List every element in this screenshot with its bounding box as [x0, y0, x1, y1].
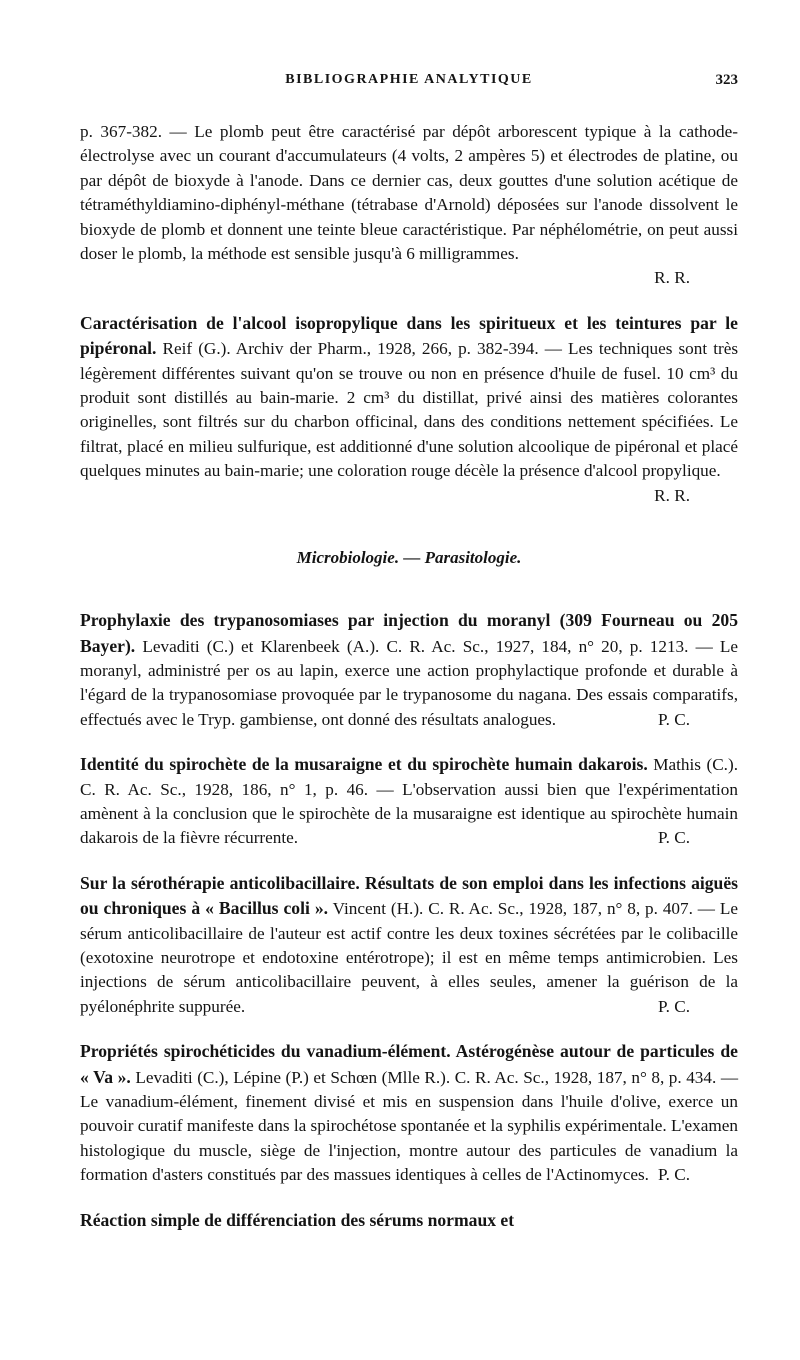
entry-text: — Le sérum anticolibacillaire de l'auteur est actif contre les deux toxines sécrétées par le colibacille (exotoxine neurotrope et endotoxine entérotrope); il est en même temps antimicrobien. Les injections de sérum anticolibacillaire peuvent, à elles seules, amener la guérison de la pyélonéphrite suppurée. — [80, 899, 738, 1016]
entry-signature: P. C. — [657, 709, 690, 729]
entry-refs: Levaditi (C.) et Klarenbeek (A.). C. R. Ac. Sc., 1927, 184, n° 20, p. 1213. — [142, 636, 689, 656]
running-head — [80, 72, 738, 96]
entry-refs: Reif (G.). Archiv der Pharm., 1928, 266, p. 382-394. — [162, 339, 539, 359]
entry-reaction — [80, 1208, 738, 1233]
entry-signature: P. C. — [657, 828, 690, 848]
running-head-title: BIBLIOGRAPHIE ANALYTIQUE — [285, 72, 533, 87]
page-number: 323 — [715, 72, 738, 88]
entry-heading: Prophylaxie des trypanosomiases par injection du moranyl (309 Fourneau ou 205 Bayer). — [80, 610, 738, 656]
entry-text: — Le vanadium-élément, finement divisé et mis en suspension dans l'huile d'olive, exerce un pouvoir curatif manifeste dans la spirochétose spontanée et la syphilis expérimentale. L'examen histologique du muscle, siège de l'injection, montre autour des particules de vanadium la formation d'asters constitués par des massues identiques à celles de l'Actinomyces. — [80, 1067, 739, 1185]
entry-text: — Le moranyl, administré per os au lapin, exerce une action prophylactique profonde et durable à l'égard de la trypanosomiase provoquée par le trypanosome du nagana. Des essais comparatifs, effectués avec le Tryp. gambiense, ont donné des résultats analogues. — [80, 636, 739, 729]
entry-moranyl — [80, 608, 738, 732]
entry-spirochete — [80, 752, 738, 851]
section-title: Microbiologie. — Parasitologie. — [296, 548, 522, 568]
entry-heading: Sur la sérothérapie anticolibacillaire. Résultats de son emploi dans les infections aiguës ou chroniques à « Bacillus coli ». — [80, 872, 738, 919]
entry-signature: R. R. — [654, 485, 690, 505]
entry-signature: P. C. — [657, 1165, 690, 1185]
entry-isopropylique — [80, 311, 738, 508]
entry-refs: Mathis (C.). C. R. Ac. Sc., 1928, 186, n° 1, p. 46. — [80, 755, 738, 799]
entry-text: p. 367-382. — Le plomb peut être caractérisé par dépôt arborescent typique à la cathode-électrolyse avec un courant d'accumulateurs (4 volts, 2 ampères 5) et électrodes de platine, ou par dépôt de bioxyde à l'anode. Dans ce dernier cas, deux gouttes d'une solution acétique de tétraméthyldiamino-diphényl-méthane (tétrabase d'Arnold) déposées sur l'anode dissolvent le bioxyde de plomb et donnent une teinte bleue caractéristique. Par néphélométrie, on peut aussi doser le plomb, la méthode est sensible jusqu'à 6 milligrammes. — [80, 122, 738, 264]
entry-text: — L'observation aussi bien que l'expérimentation amènent à la conclusion que le spirochète de la musaraigne est identique au spirochète humain dakarois de la fièvre récurrente. — [80, 779, 738, 848]
entry-heading: Réaction simple de différenciation des sérums normaux et — [80, 1209, 515, 1230]
entry-signature: R. R. — [654, 268, 690, 288]
entry-text: — Les techniques sont très légèrement différentes suivant qu'on se trouve ou non en présence d'huile de fusel. 10 cm³ du produit sont distillés au bain-marie. 2 cm³ du distillat, privé ainsi des matières colorantes originelles, sont filtrés sur du charbon officinal, dans des conditions nettement spécifiées. Le filtrat, placé en milieu sulfurique, est additionné d'une solution alcoolique de pipéronal et placé quelques minutes au bain-marie; une coloration rouge décèle la présence d'alcool propylique. — [80, 339, 739, 481]
entry-refs: Vincent (H.). C. R. Ac. Sc., 1928, 187, n° 8, p. 407. — [332, 899, 693, 919]
entry-signature: P. C. — [657, 996, 690, 1016]
entry-vanadium — [80, 1039, 738, 1187]
entry-refs: Levaditi (C.), Lépine (P.) et Schœn (Mlle R.). C. R. Ac. Sc., 1928, 187, n° 8, p. 434. — [135, 1067, 717, 1087]
entry-heading: Caractérisation de l'alcool isopropylique dans les spiritueux et les teintures par le pipéronal. — [80, 312, 738, 359]
entry-continuation — [80, 120, 738, 291]
document-body — [80, 120, 738, 1233]
entry-heading: Identité du spirochète de la musaraigne et du spirochète humain dakarois. — [80, 754, 648, 775]
entry-heading: Propriétés spirochéticides du vanadium-élément. Astérogénèse autour de particules de « Va ». — [80, 1041, 738, 1087]
entry-serotherapie — [80, 871, 738, 1019]
